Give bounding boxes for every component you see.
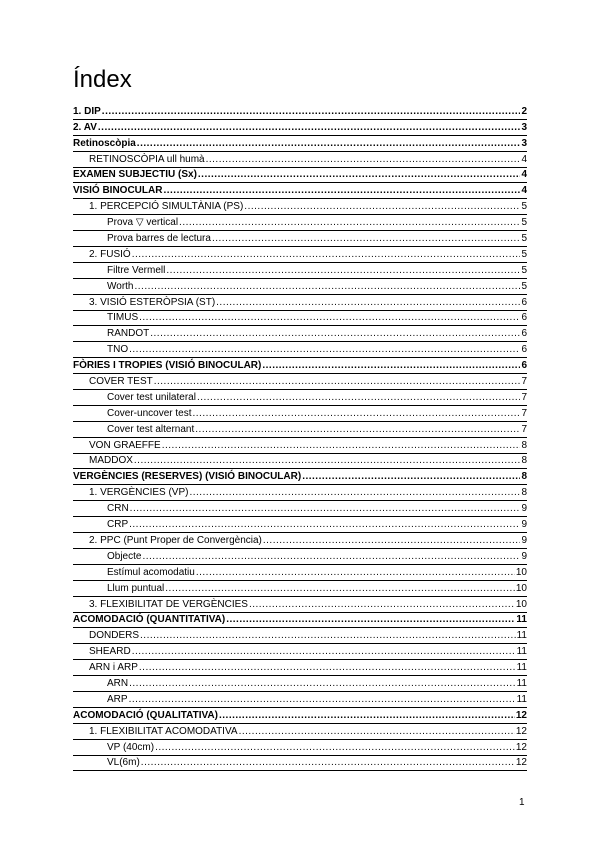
toc-entry[interactable]: [73, 533, 527, 549]
dot-leader: [129, 344, 520, 357]
toc-entry[interactable]: [73, 708, 527, 724]
toc-entry[interactable]: [73, 485, 527, 501]
dot-leader: [244, 201, 520, 214]
table-of-contents: [73, 104, 527, 771]
toc-entry-page: 11: [516, 693, 527, 705]
dot-leader: [206, 154, 521, 167]
toc-entry-page: 5: [521, 201, 527, 213]
toc-entry-page: 6: [521, 344, 527, 356]
dot-leader: [198, 169, 521, 182]
dot-leader: [166, 265, 520, 278]
toc-entry-label: VERGÈNCIES (RESERVES) (VISIÓ BINOCULAR): [73, 471, 302, 483]
toc-entry-page: 11: [516, 614, 527, 626]
dot-leader: [154, 376, 521, 389]
dot-leader: [132, 646, 516, 659]
dot-leader: [249, 599, 515, 612]
toc-entry-label: ACOMODACIÓ (QUALITATIVA): [73, 709, 218, 721]
toc-entry[interactable]: [73, 406, 527, 422]
dot-leader: [129, 694, 516, 707]
toc-entry-label: 3. FLEXIBILITAT DE VERGÈNCIES: [89, 598, 248, 610]
dot-leader: [212, 233, 520, 246]
dot-leader: [142, 551, 520, 564]
toc-entry-label: CRN: [107, 503, 129, 515]
toc-entry-page: 3: [521, 121, 527, 133]
toc-entry-page: 4: [521, 153, 527, 165]
toc-entry-page: 2: [521, 105, 527, 117]
toc-entry[interactable]: [73, 374, 527, 390]
toc-entry-label: RANDOT: [107, 328, 150, 340]
toc-entry-label: VL(6m): [107, 757, 140, 769]
toc-entry-label: Llum puntual: [107, 582, 165, 594]
toc-entry-page: 6: [521, 296, 527, 308]
dot-leader: [102, 106, 521, 119]
toc-entry-page: 8: [521, 471, 527, 483]
dot-leader: [262, 360, 520, 373]
toc-entry-page: 12: [515, 709, 527, 721]
dot-leader: [135, 281, 521, 294]
toc-entry[interactable]: [73, 311, 527, 327]
toc-entry[interactable]: [73, 469, 527, 485]
toc-entry-label: 2. FUSIÓ: [89, 248, 131, 260]
toc-entry-page: 5: [521, 217, 527, 229]
toc-entry-label: Retinoscòpia: [73, 137, 136, 149]
dot-leader: [137, 138, 521, 151]
toc-entry[interactable]: [73, 279, 527, 295]
toc-entry[interactable]: [73, 422, 527, 438]
dot-leader: [162, 440, 521, 453]
toc-entry[interactable]: [73, 358, 527, 374]
toc-entry-page: 7: [521, 407, 527, 419]
dot-leader: [98, 122, 521, 135]
toc-entry[interactable]: [73, 199, 527, 215]
toc-entry[interactable]: [73, 295, 527, 311]
toc-entry-page: 10: [515, 582, 527, 594]
toc-entry-page: 9: [521, 534, 527, 546]
toc-entry-label: CRP: [107, 519, 129, 531]
dot-leader: [179, 217, 520, 230]
toc-entry-page: 11: [516, 677, 527, 689]
toc-entry-label: Cover-uncover test: [107, 407, 192, 419]
dot-leader: [155, 742, 515, 755]
toc-entry-page: 5: [521, 264, 527, 276]
toc-entry-label: EXAMEN SUBJECTIU (Sx): [73, 169, 197, 181]
toc-entry-page: 9: [521, 519, 527, 531]
toc-entry-label: ARN: [107, 677, 129, 689]
toc-entry[interactable]: [73, 549, 527, 565]
toc-entry-label: VP (40cm): [107, 741, 155, 753]
toc-entry-page: 4: [521, 185, 527, 197]
toc-entry-page: 5: [521, 233, 527, 245]
dot-leader: [140, 630, 516, 643]
toc-entry-page: 7: [521, 376, 527, 388]
toc-entry[interactable]: [73, 581, 527, 597]
toc-entry[interactable]: [73, 263, 527, 279]
toc-entry-page: 11: [516, 662, 527, 674]
toc-entry[interactable]: [73, 724, 527, 740]
toc-entry-label: 3. VISIÓ ESTERÒPSIA (ST): [89, 296, 216, 308]
dot-leader: [134, 455, 521, 468]
dot-leader: [163, 185, 520, 198]
toc-entry-label: ARN i ARP: [89, 662, 138, 674]
toc-entry[interactable]: [73, 136, 527, 152]
toc-entry-label: ARP: [107, 693, 128, 705]
toc-entry-label: Prova barres de lectura: [107, 233, 211, 245]
toc-entry-page: 3: [521, 137, 527, 149]
toc-entry-page: 9: [521, 503, 527, 515]
toc-entry[interactable]: [73, 628, 527, 644]
dot-leader: [150, 328, 520, 341]
toc-entry-label: TIMUS: [107, 312, 139, 324]
toc-entry-label: COVER TEST: [89, 376, 153, 388]
dot-leader: [302, 471, 520, 484]
toc-entry-label: MADDOX: [89, 455, 133, 467]
toc-entry-label: Filtre Vermell: [107, 264, 166, 276]
dot-leader: [139, 662, 516, 675]
toc-entry-label: 1. VERGÈNCIES (VP): [89, 487, 189, 499]
toc-entry-label: SHEARD: [89, 646, 131, 658]
dot-leader: [139, 312, 520, 325]
toc-entry[interactable]: [73, 644, 527, 660]
dot-leader: [129, 678, 515, 691]
toc-entry-page: 6: [521, 312, 527, 324]
toc-entry-label: VON GRAEFFE: [89, 439, 161, 451]
toc-entry[interactable]: [73, 183, 527, 199]
toc-entry[interactable]: [73, 565, 527, 581]
page-title: Índex: [73, 66, 132, 93]
toc-entry[interactable]: [73, 454, 527, 470]
toc-entry-label: Cover test unilateral: [107, 391, 196, 403]
toc-entry-page: 4: [521, 169, 527, 181]
toc-entry-label: Estímul acomodatiu: [107, 566, 195, 578]
toc-entry-label: Cover test alternant: [107, 423, 195, 435]
page-number: 1: [519, 797, 525, 808]
toc-entry-page: 10: [515, 598, 527, 610]
dot-leader: [263, 535, 521, 548]
toc-entry[interactable]: [73, 120, 527, 136]
toc-entry-label: 2. PPC (Punt Proper de Convergència): [89, 534, 262, 546]
dot-leader: [192, 408, 520, 421]
toc-entry-label: 1. PERCEPCIÓ SIMULTÀNIA (PS): [89, 201, 244, 213]
toc-entry[interactable]: [73, 756, 527, 772]
dot-leader: [129, 519, 520, 532]
toc-entry-label: Worth: [107, 280, 134, 292]
toc-entry-label: VISIÓ BINOCULAR: [73, 185, 163, 197]
toc-entry-label: FÒRIES I TROPIES (VISIÓ BINOCULAR): [73, 360, 262, 372]
toc-entry[interactable]: [73, 692, 527, 708]
toc-entry-page: 12: [515, 741, 527, 753]
toc-entry[interactable]: [73, 168, 527, 184]
toc-entry[interactable]: [73, 247, 527, 263]
toc-entry-page: 10: [515, 566, 527, 578]
toc-entry[interactable]: [73, 676, 527, 692]
dot-leader: [189, 487, 520, 500]
toc-entry-page: 7: [521, 423, 527, 435]
toc-entry[interactable]: [73, 517, 527, 533]
toc-entry-label: Prova ▽ vertical: [107, 217, 179, 229]
toc-entry[interactable]: [73, 660, 527, 676]
dot-leader: [216, 297, 520, 310]
dot-leader: [141, 757, 515, 770]
toc-entry[interactable]: [73, 215, 527, 231]
toc-entry-page: 5: [521, 248, 527, 260]
toc-entry-label: DONDERS: [89, 630, 140, 642]
dot-leader: [239, 726, 515, 739]
toc-entry[interactable]: [73, 613, 527, 629]
toc-entry[interactable]: [73, 326, 527, 342]
dot-leader: [196, 567, 515, 580]
toc-entry-page: 11: [516, 630, 527, 642]
toc-entry-page: 6: [521, 328, 527, 340]
toc-entry-page: 6: [521, 360, 527, 372]
toc-entry-page: 12: [515, 725, 527, 737]
toc-entry[interactable]: [73, 740, 527, 756]
toc-entry-label: RETINOSCÒPIA ull humà: [89, 153, 205, 165]
toc-entry-page: 8: [521, 455, 527, 467]
toc-entry-page: 9: [521, 550, 527, 562]
toc-entry-label: Objecte: [107, 550, 142, 562]
toc-entry-page: 8: [521, 487, 527, 499]
toc-entry-label: 1. FLEXIBILITAT ACOMODATIVA: [89, 725, 238, 737]
toc-entry-label: ACOMODACIÓ (QUANTITATIVA): [73, 614, 226, 626]
toc-entry-label: 1. DIP: [73, 105, 101, 117]
toc-entry-label: TNO: [107, 344, 129, 356]
dot-leader: [165, 583, 515, 596]
dot-leader: [219, 710, 515, 723]
dot-leader: [132, 249, 521, 262]
toc-entry-page: 7: [521, 391, 527, 403]
dot-leader: [197, 392, 521, 405]
toc-entry[interactable]: [73, 231, 527, 247]
dot-leader: [226, 614, 515, 627]
toc-entry[interactable]: [73, 501, 527, 517]
toc-entry[interactable]: [73, 152, 527, 168]
toc-entry[interactable]: [73, 390, 527, 406]
toc-entry-page: 5: [521, 280, 527, 292]
toc-entry-page: 11: [516, 646, 527, 658]
toc-entry[interactable]: [73, 438, 527, 454]
toc-entry[interactable]: [73, 342, 527, 358]
toc-entry-page: 12: [515, 757, 527, 769]
toc-entry[interactable]: [73, 597, 527, 613]
dot-leader: [130, 503, 521, 516]
toc-entry-page: 8: [521, 439, 527, 451]
dot-leader: [195, 424, 520, 437]
toc-entry-label: 2. AV: [73, 121, 97, 133]
toc-entry[interactable]: [73, 104, 527, 120]
